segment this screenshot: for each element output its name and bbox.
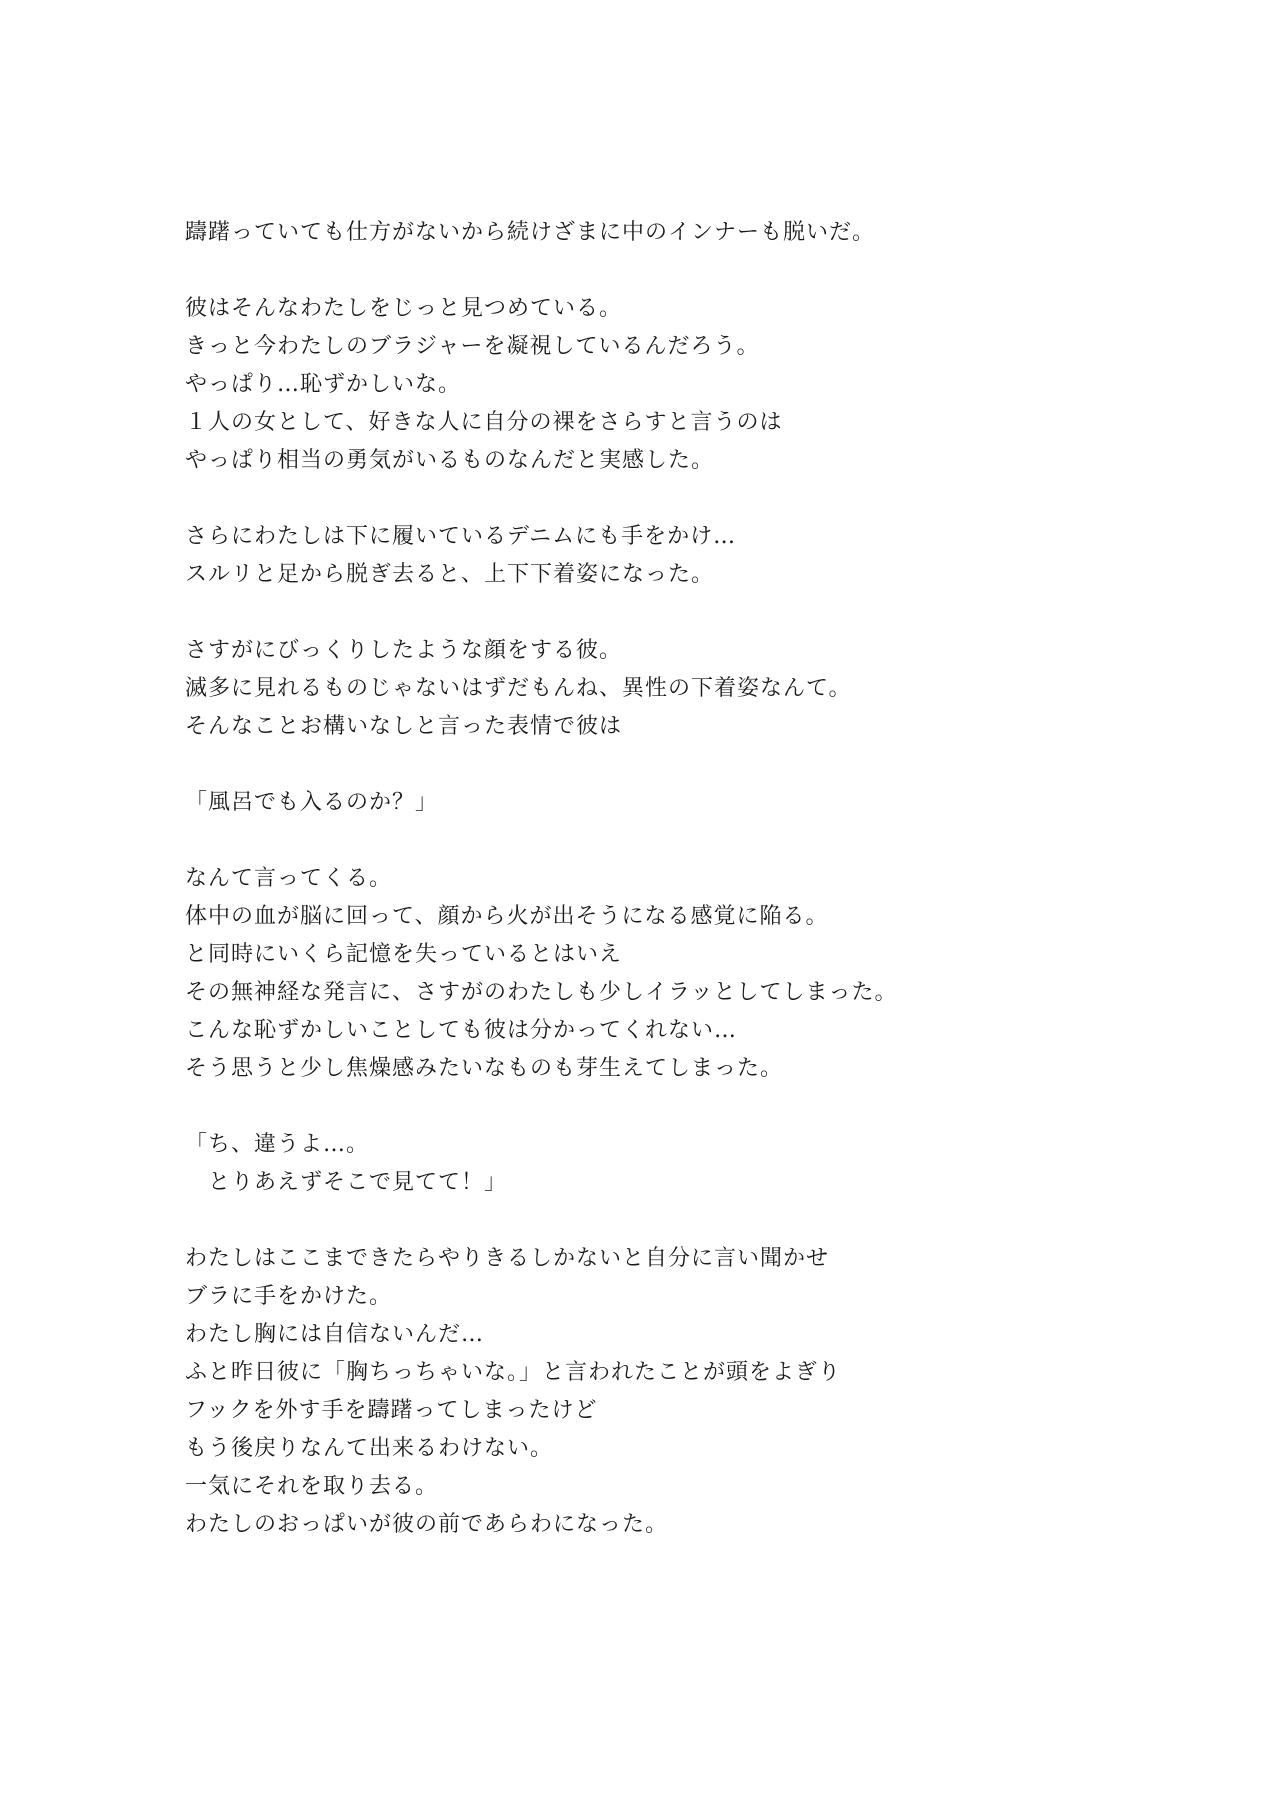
- blank-line: [185, 746, 1205, 784]
- text-line: やっぱり…恥ずかしいな。: [185, 372, 462, 397]
- blank-line: [185, 480, 1205, 518]
- text-line: と同時にいくら記憶を失っているとはいえ: [185, 942, 623, 967]
- blank-line: [185, 1088, 1205, 1126]
- text-line: やっぱり相当の勇気がいるものなんだと実感した。: [185, 448, 715, 473]
- text-line: その無神経な発言に、さすがのわたしも少しイラッとしてしまった。: [185, 980, 898, 1005]
- text-line: さらにわたしは下に履いているデニムにも手をかけ…: [185, 524, 737, 549]
- dialogue-line: とりあえずそこで見てて！」: [185, 1170, 508, 1195]
- text-line: 彼はそんなわたしをじっと見つめている。: [185, 296, 623, 321]
- blank-line: [185, 822, 1205, 860]
- blank-line: [185, 594, 1205, 632]
- text-line: なんて言ってくる。: [185, 866, 393, 891]
- text-line: わたしのおっぱいが彼の前であらわになった。: [185, 1512, 669, 1537]
- text-line: スルリと足から脱ぎ去ると、上下下着姿になった。: [185, 562, 715, 587]
- text-line: １人の女として、好きな人に自分の裸をさらすと言うのは: [185, 410, 783, 435]
- text-line: さすがにびっくりしたような顔をする彼。: [185, 638, 623, 663]
- dialogue-line: 「風呂でも入るのか？」: [185, 790, 439, 815]
- text-line: 一気にそれを取り去る。: [185, 1474, 439, 1499]
- text-line: そう思うと少し焦燥感みたいなものも芽生えてしまった。: [185, 1056, 784, 1081]
- body-text: [185, 214, 1205, 1544]
- text-line: ふと昨日彼に「胸ちっちゃいな。」と言われたことが頭をよぎり: [185, 1360, 842, 1385]
- text-line: フックを外す手を躊躇ってしまったけど: [185, 1398, 598, 1423]
- text-line: こんな恥ずかしいことしても彼は分かってくれない…: [185, 1018, 738, 1043]
- text-line: 体中の血が脳に回って、顔から火が出そうになる感覚に陥る。: [185, 904, 829, 929]
- text-line: わたし胸には自信ないんだ…: [185, 1322, 485, 1347]
- dialogue-line: 「ち、違うよ…。: [185, 1132, 370, 1157]
- text-line: そんなことお構いなしと言った表情で彼は: [185, 714, 623, 739]
- text-line: もう後戻りなんて出来るわけない。: [185, 1436, 554, 1461]
- blank-line: [185, 1202, 1205, 1240]
- text-line: 滅多に見れるものじゃないはずだもんね、異性の下着姿なんて。: [185, 676, 852, 701]
- text-line: ブラに手をかけた。: [185, 1284, 393, 1309]
- text-line: 躊躇っていても仕方がないから続けざまに中のインナーも脱いだ。: [185, 220, 876, 245]
- blank-line: [185, 252, 1205, 290]
- text-line: わたしはここまできたらやりきるしかないと自分に言い聞かせ: [185, 1246, 830, 1271]
- text-line: きっと今わたしのブラジャーを凝視しているんだろう。: [185, 334, 760, 359]
